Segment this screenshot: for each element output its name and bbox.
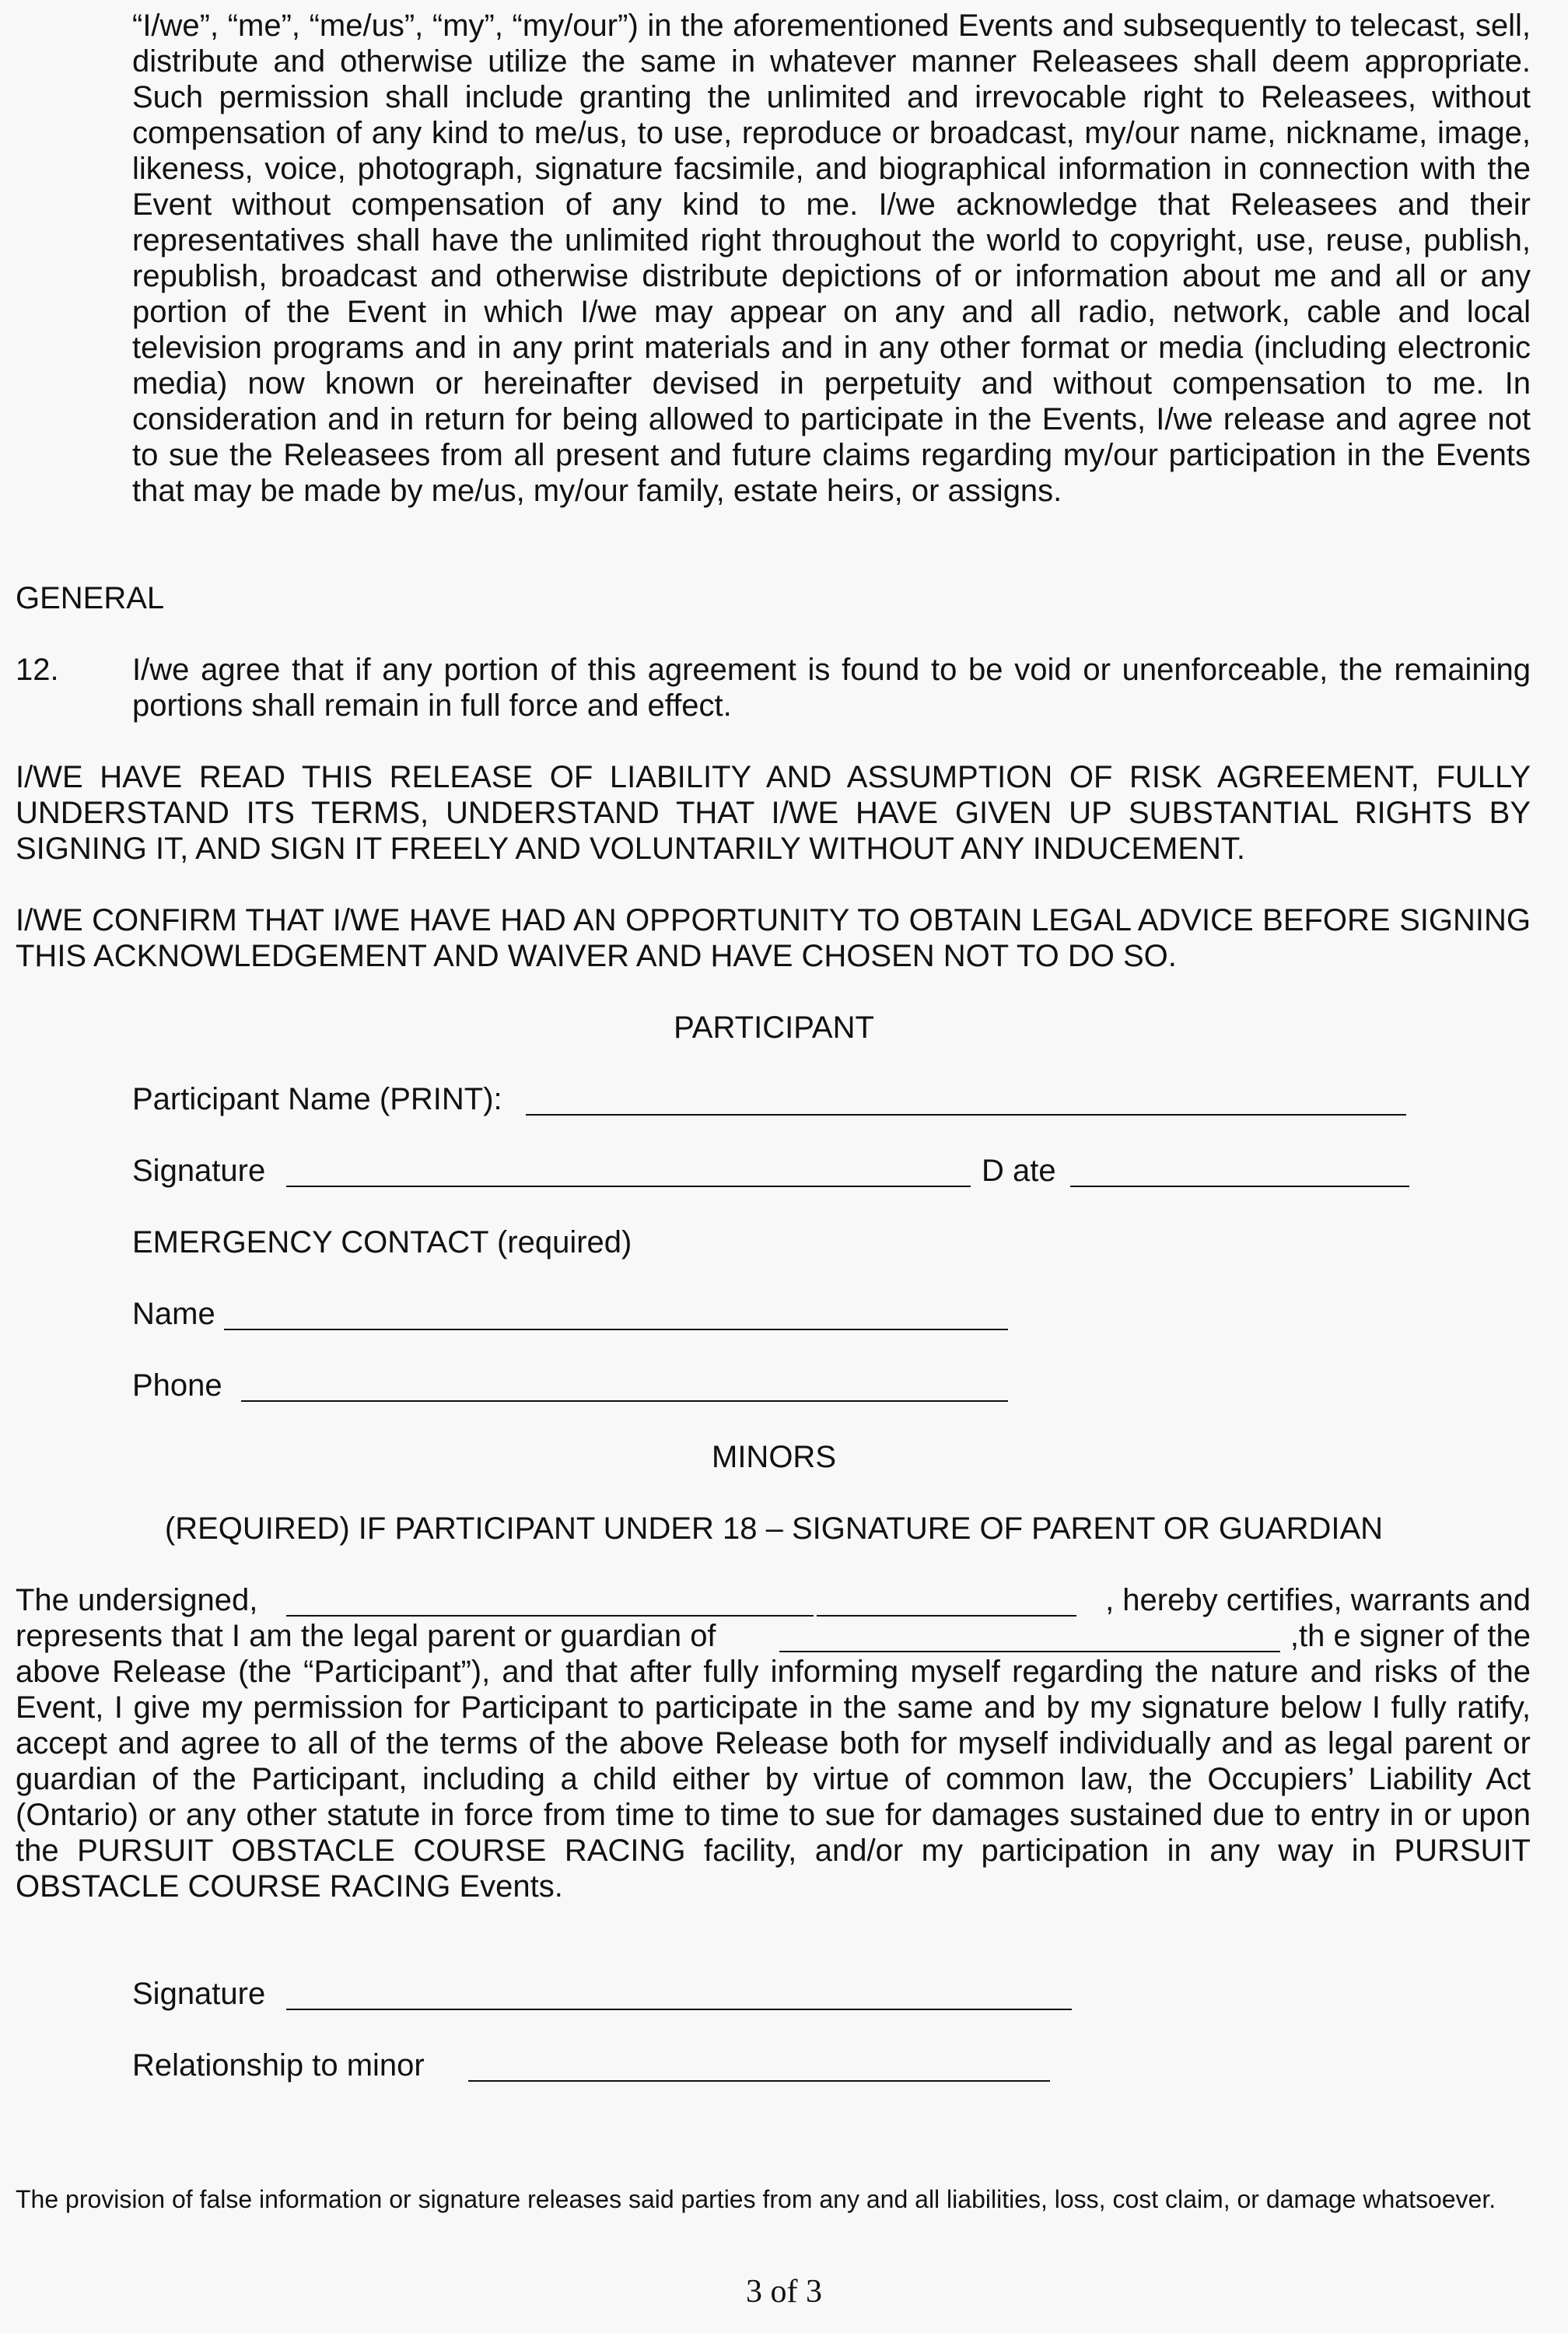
participant-signature-field[interactable] (286, 1186, 971, 1187)
participant-date-field[interactable] (1070, 1186, 1409, 1187)
relationship-label: Relationship to minor (132, 2048, 425, 2083)
minors-body-text: above Release (the “Participant”), and that after fully informing myself regarding the nature and risks of the Event, I give my permission for Participant to participate in the same and by my signature below I fully ratify, accept and agree to all of the terms of the above Release both for myself individually and as legal parent or guardian of the Participant, including a child either by virtue of common law, the Occupiers’ Liability Act (Ontario) or any other statute in force from time to time to sue for damages sustained due to entry in or upon the PURSUIT OBSTACLE COURSE RACING facility, and/or my participation in any way in PURSUIT OBSTACLE COURSE RACING Events. (16, 1655, 1531, 1904)
minors-represents-text: represents that I am the legal parent or guardian of (16, 1619, 716, 1653)
guardian-signature-field[interactable] (286, 2009, 1072, 2010)
emergency-phone-field[interactable] (241, 1400, 1008, 1402)
general-heading: GENERAL (16, 581, 165, 615)
participant-name-field[interactable] (526, 1114, 1406, 1116)
participant-name-label: Participant Name (PRINT): (132, 1082, 502, 1116)
participant-signature-label: Signature (132, 1154, 266, 1188)
guardian-signature-label: Signature (132, 1977, 266, 2011)
emergency-contact-label: EMERGENCY CONTACT (required) (132, 1225, 632, 1259)
acknowledgement-legal-advice: I/WE CONFIRM THAT I/WE HAVE HAD AN OPPORTUNITY TO OBTAIN LEGAL ADVICE BEFORE SIGNING THIS ACKNOWLEDGEMENT AND WAIVER AND HAVE CHOSEN NOT TO DO SO. (16, 903, 1531, 973)
minors-heading: MINORS (712, 1440, 836, 1474)
emergency-phone-label: Phone (132, 1368, 222, 1403)
participant-heading: PARTICIPANT (674, 1011, 874, 1045)
emergency-name-field[interactable] (224, 1329, 1008, 1330)
minors-subheading: (REQUIRED) IF PARTICIPANT UNDER 18 – SIGNATURE OF PARENT OR GUARDIAN (164, 1512, 1384, 1546)
false-information-disclaimer: The provision of false information or signature releases said parties from any and all liabilities, loss, cost claim, or damage whatsoever. (16, 2185, 1496, 2213)
minors-certifies-text: , hereby certifies, warrants and (1105, 1583, 1531, 1617)
relationship-field[interactable] (468, 2080, 1050, 2082)
guardian-name-field-2[interactable] (817, 1615, 1076, 1617)
participant-date-label: D ate (982, 1154, 1056, 1188)
continued-clause-text: “I/we”, “me”, “me/us”, “my”, “my/our”) in the aforementioned Events and subsequently to telecast, sell, distribute and otherwise utilize the same in whatever manner Releasees shall deem appropriate. Such permission shall include granting the unlimited and irrevocable right to Releasees, without compensation of any kind to me/us, to use, reproduce or broadcast, my/our name, nickname, image, likeness, voice, photograph, signature facsimile, and biographical information in connection with the Event without compensation of any kind to me. I/we acknowledge that Releasees and their representatives shall have the unlimited right throughout the world to copyright, use, reuse, publish, republish, broadcast and otherwise distribute depictions of or information about me and all or any portion of the Event in which I/we may appear on any and all radio, network, cable and local television programs and in any print materials and in any other format or media (including electronic media) now known or hereinafter devised in perpetuity and without compensation to me. In consideration and in return for being allowed to participate in the Events, I/we release and agree not to sue the Releasees from all present and future claims regarding my/our participation in the Events that may be made by me/us, my/our family, estate heirs, or assigns. (132, 9, 1531, 508)
minor-name-field[interactable] (779, 1651, 1280, 1652)
minors-signer-text: ,th e signer of the (1290, 1619, 1531, 1653)
clause-12-text: I/we agree that if any portion of this agreement is found to be void or unenforceable, the remaining portions shall remain in full force and effect. (132, 653, 1531, 723)
emergency-name-label: Name (132, 1297, 215, 1331)
clause-12-number: 12. (16, 653, 59, 687)
minors-undersigned-text: The undersigned, (16, 1583, 258, 1617)
page-number: 3 of 3 (746, 2274, 822, 2310)
guardian-name-field[interactable] (286, 1615, 814, 1617)
acknowledgement-read: I/WE HAVE READ THIS RELEASE OF LIABILITY AND ASSUMPTION OF RISK AGREEMENT, FULLY UNDERSTAND ITS TERMS, UNDERSTAND THAT I/WE HAVE GIVEN UP SUBSTANTIAL RIGHTS BY SIGNING IT, AND SIGN IT FREELY AND VOLUNTARILY WITHOUT ANY INDUCEMENT. (16, 760, 1531, 866)
